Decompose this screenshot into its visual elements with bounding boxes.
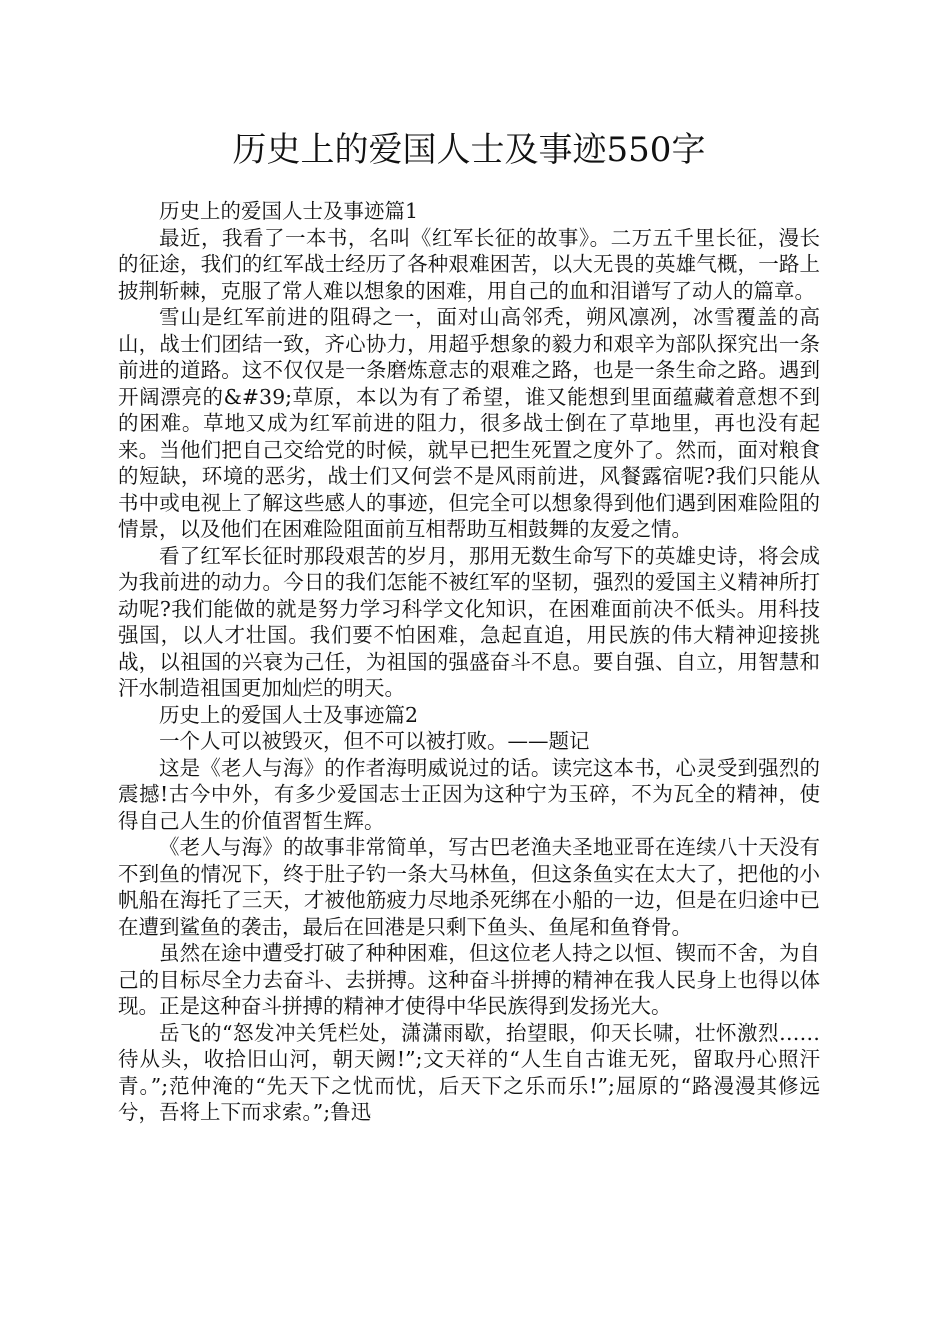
section-heading: 历史上的爱国人士及事迹篇2 bbox=[159, 702, 419, 727]
paragraph: 这是《老人与海》的作者海明威说过的话。读完这本书，心灵受到强烈的震撼!古今中外，有多少爱国志士正因为这种宁为玉碎，不为瓦全的精神，使得自己人生的价值習皙生辉。 bbox=[118, 755, 820, 833]
paragraph: 《老人与海》的故事非常简单，写古巴老渔夫圣地亚哥在连续八十天没有不到鱼的情况下，终于肚子钓一条大马林鱼，但这条鱼实在太大了，把他的小帆船在海托了三天，才被他筋疲力尽地杀死绑在小船的一边，但是在归途中已在遭到鲨鱼的袭击，最后在回港是只剩下鱼头、鱼尾和鱼脊骨。 bbox=[118, 835, 820, 939]
paragraph: 雪山是红军前进的阻碍之一，面对山高邻秃，朔风凛冽，冰雪覆盖的高山，战士们团结一致，齐心协力，用超乎想象的毅力和艰辛为部队探究出一条前进的道路。这不仅仅是一条磨炼意志的艰难之路，也是一条生命之路。遇到开阔漂亮的&#39;草原，本以为有了希望，谁又能想到里面蕴藏着意想不到的困难。草地又成为红军前进的阻力，很多战士倒在了草地里，再也没有起来。当他们把自己交给党的时候，就早已把生死置之度外了。然而，面对粮食的短缺，环境的恶劣，战士们又何尝不是风雨前进，风餐露宿呢?我们只能从书中或电视上了解这些感人的事迹，但完全可以想象得到他们遇到困难险阻的情景，以及他们在困难险阻面前互相帮助互相鼓舞的友爱之情。 bbox=[118, 305, 820, 541]
paragraph: 岳飞的“怒发冲关凭栏处，潇潇雨歇，抬望眼，仰天长啸，壮怀激烈……待从头，收拾旧山河，朝天阙!”;文天祥的“人生自古谁无死，留取丹心照汗青。”;范仲淹的“先天下之忧而忧，后天下之乐而乐!”;屈原的“路漫漫其修远兮，吾将上下而求索。”;鲁迅 bbox=[118, 1020, 820, 1124]
paragraph: 看了红军长征时那段艰苦的岁月，那用无数生命写下的英雄史诗，将会成为我前进的动力。今日的我们怎能不被红军的坚韧，强烈的爱国主义精神所打动呢?我们能做的就是努力学习科学文化知识，在困难面前决不低头。用科技强国，以人才壮国。我们要不怕困难，急起直追，用民族的伟大精神迎接挑战，以祖国的兴衰为己任，为祖国的强盛奋斗不息。要自强、自立，用智慧和汗水制造祖国更加灿烂的明天。 bbox=[118, 543, 820, 700]
paragraph: 虽然在途中遭受打破了种种困难，但这位老人持之以恒、锲而不舍，为自己的目标尽全力去奋斗、去拼搏。这种奋斗拼搏的精神在我人民身上也得以体现。正是这种奋斗拼搏的精神才使得中华民族得到发扬光大。 bbox=[118, 941, 820, 1018]
paragraph: 一个人可以被毁灭，但不可以被打败。——题记 bbox=[159, 729, 590, 753]
document-title: 历史上的爱国人士及事迹550字 bbox=[232, 130, 706, 170]
document-body bbox=[118, 198, 820, 1126]
paragraph: 最近，我看了一本书，名叫《红军长征的故事》。二万五千里长征，漫长的征途，我们的红军战士经历了各种艰难困苦，以大无畏的英雄气概，一路上披荆斩棘，克服了常人难以想象的困难，用自己的血和泪谱写了动人的篇章。 bbox=[118, 225, 820, 303]
section-heading: 历史上的爱国人士及事迹篇1 bbox=[159, 199, 419, 223]
document-page bbox=[118, 128, 820, 1126]
